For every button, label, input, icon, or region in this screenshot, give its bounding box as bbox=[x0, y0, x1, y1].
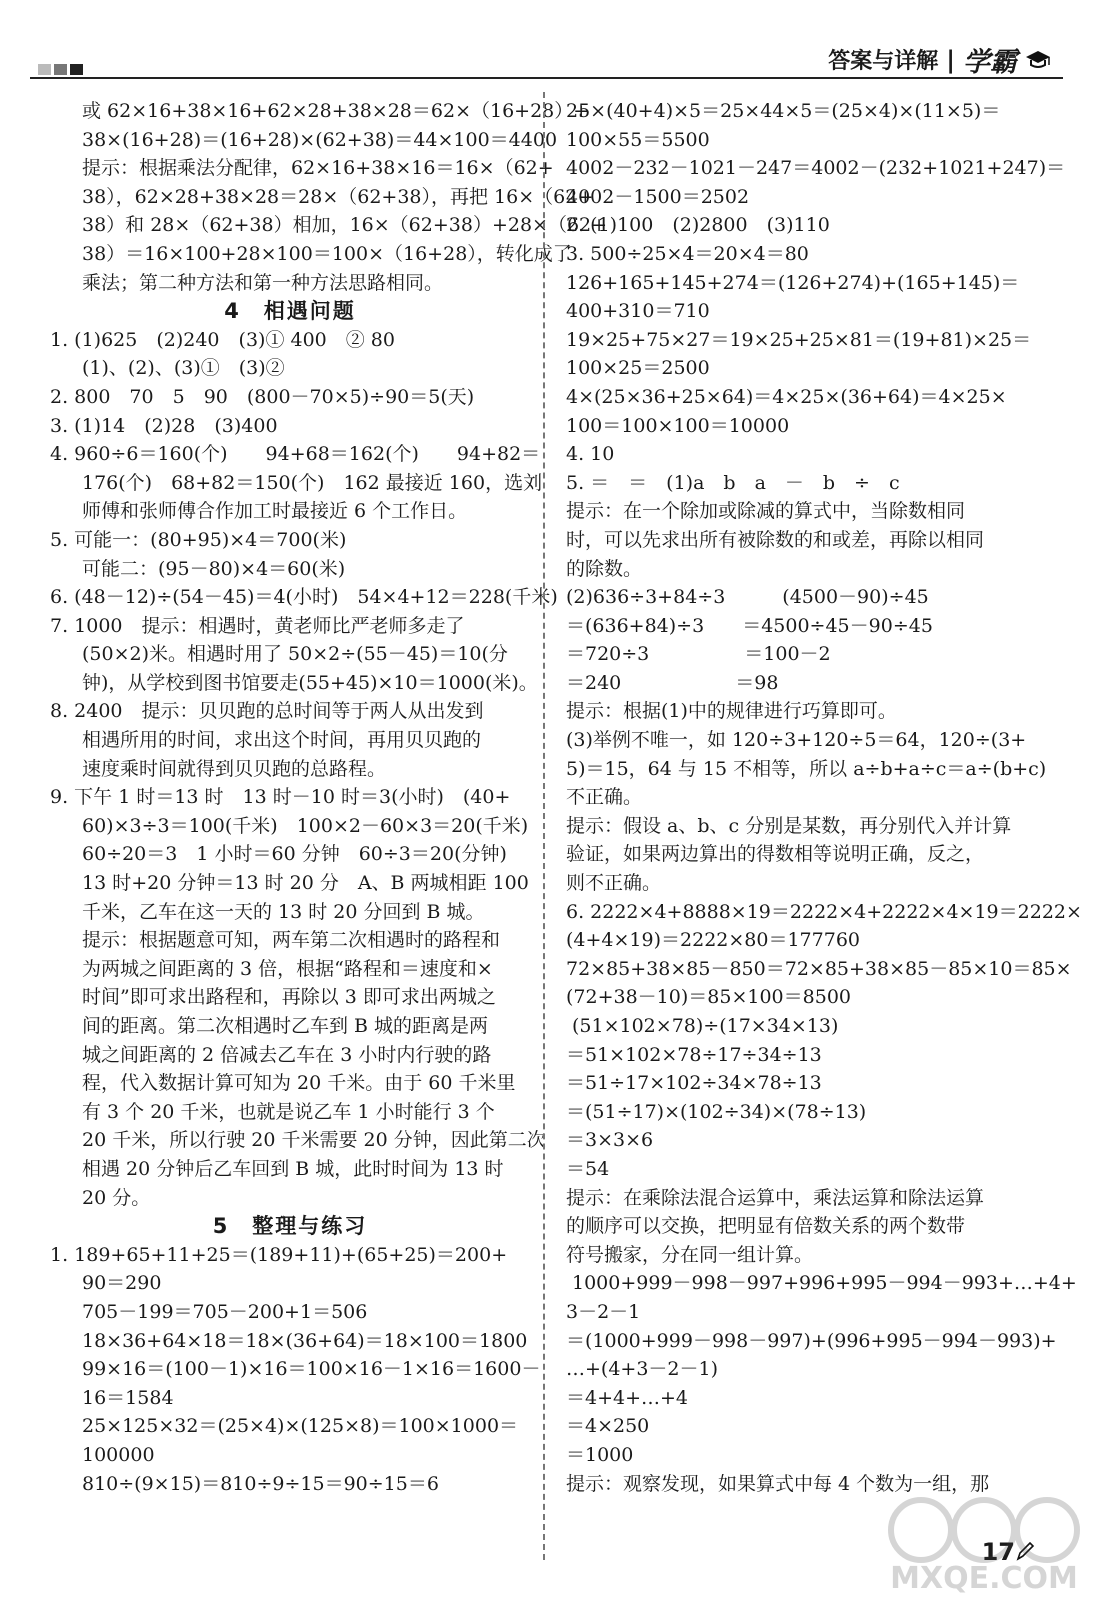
text-line: 7. 1000 提示：相遇时，黄老师比严老师多走了 bbox=[50, 614, 465, 637]
text-line: 60÷20＝3 1 小时＝60 分钟 60÷3＝20(分钟) bbox=[82, 843, 507, 866]
header-separator: | bbox=[946, 45, 955, 74]
text-line: 程，代入数据计算可知为 20 千米。由于 60 千米里 bbox=[82, 1072, 516, 1095]
text-line: 为两城之间距离的 3 倍，根据“路程和＝速度和× bbox=[82, 957, 493, 980]
section-title: 5 整理与练习 bbox=[212, 1214, 368, 1239]
text-line: (72+38－10)＝85×100＝8500 bbox=[566, 986, 851, 1009]
text-line: 100＝100×100＝10000 bbox=[566, 414, 790, 437]
header-decoration bbox=[38, 64, 83, 75]
text-line: 38）＝16×100+28×100＝100×（16+28），转化成了 bbox=[82, 242, 572, 265]
text-line: 符号搬家，分在同一组计算。 bbox=[566, 1243, 814, 1266]
text-line: 提示：在乘除法混合运算中，乘法运算和除法运算 bbox=[566, 1186, 985, 1209]
text-line: 2. 800 70 5 90 (800－70×5)÷90＝5(天) bbox=[50, 385, 475, 408]
text-line: 18×36+64×18＝18×(36+64)＝18×100＝1800 bbox=[82, 1329, 528, 1352]
text-line: 千米，乙车在这一天的 13 时 20 分回到 B 城。 bbox=[82, 900, 485, 923]
text-line: 4. 960÷6＝160(个) 94+68＝162(个) 94+82＝ bbox=[50, 443, 541, 466]
text-line: 99×16＝(100－1)×16＝100×16－1×16＝1600－ bbox=[82, 1358, 541, 1381]
text-line: 4×(25×36+25×64)＝4×25×(36+64)＝4×25× bbox=[566, 385, 1007, 408]
text-line: 3－2－1 bbox=[566, 1300, 641, 1323]
text-line: 城之间距离的 2 倍减去乙车在 3 小时内行驶的路 bbox=[82, 1043, 492, 1066]
text-line: 400+310＝710 bbox=[566, 300, 710, 323]
text-line: 则不正确。 bbox=[566, 872, 662, 895]
text-line: 25×125×32＝(25×4)×(125×8)＝100×1000＝ bbox=[82, 1415, 519, 1438]
text-line: 提示：观察发现，如果算式中每 4 个数为一组，那 bbox=[566, 1472, 990, 1495]
text-line: 90＝290 bbox=[82, 1272, 162, 1295]
text-line: 126+165+145+274＝(126+274)+(165+145)＝ bbox=[566, 271, 1020, 294]
text-line: ＝4×250 bbox=[566, 1415, 650, 1438]
text-line: (1)、(2)、(3)① (3)② bbox=[82, 357, 285, 380]
text-line: 176(个) 68+82＝150(个) 162 最接近 160，选刘 bbox=[82, 471, 543, 494]
text-line: ＝(636+84)÷3 ＝4500÷45－90÷45 bbox=[566, 614, 933, 637]
text-line: 9. 下午 1 时＝13 时 13 时－10 时＝3(小时) (40+ bbox=[50, 786, 511, 809]
text-line: (50×2)米。相遇时用了 50×2÷(55－45)＝10(分 bbox=[82, 643, 508, 666]
text-line: ＝54 bbox=[566, 1157, 610, 1180]
text-line: ＝240 ＝98 bbox=[566, 671, 779, 694]
text-line: 间的距离。第二次相遇时乙车到 B 城的距离是两 bbox=[82, 1015, 489, 1037]
brand-logo: 学霸 bbox=[963, 47, 1017, 78]
text-line: (2)636÷3+84÷3 (4500－90)÷45 bbox=[566, 586, 929, 609]
text-line: 1. 189+65+11+25＝(189+11)+(65+25)＝200+ bbox=[50, 1243, 508, 1266]
text-line: 4. 10 bbox=[566, 443, 615, 466]
right-column bbox=[566, 97, 1082, 1498]
text-line: 100×55＝5500 bbox=[566, 128, 710, 151]
text-line: 3. (1)14 (2)28 (3)400 bbox=[50, 414, 278, 437]
text-line: ＝1000 bbox=[566, 1443, 634, 1466]
header-title-group bbox=[828, 40, 1051, 79]
text-line: 19×25+75×27＝19×25+25×81＝(19+81)×25＝ bbox=[566, 328, 1032, 351]
text-line: 验证，如果两边算出的得数相等说明正确，反之， bbox=[566, 843, 985, 866]
text-line: 师傅和张师傅合作加工时最接近 6 个工作日。 bbox=[82, 500, 468, 523]
text-line: 25×(40+4)×5＝25×44×5＝(25×4)×(11×5)＝ bbox=[566, 100, 1001, 122]
text-line: (4+4×19)＝2222×80＝177760 bbox=[566, 929, 860, 952]
text-line: 6. 2222×4+8888×19＝2222×4+2222×4×19＝2222× bbox=[566, 900, 1082, 923]
section-title: 4 相遇问题 bbox=[224, 299, 356, 324]
text-line: 16＝1584 bbox=[82, 1386, 174, 1409]
svg-text:MXQE.COM: MXQE.COM bbox=[890, 1561, 1078, 1596]
text-line: 6. (48－12)÷(54－45)＝4(小时) 54×4+12＝228(千米) bbox=[50, 586, 558, 609]
text-line: 72×85+38×85－850＝72×85+38×85－85×10＝85× bbox=[566, 957, 1072, 980]
text-line: 13 时+20 分钟＝13 时 20 分 A、B 两城相距 100 bbox=[82, 872, 529, 895]
text-line: 的除数。 bbox=[566, 557, 643, 580]
text-line: 705－199＝705－200+1＝506 bbox=[82, 1300, 368, 1323]
text-line: 38×(16+28)＝(16+28)×(62+38)＝44×100＝4400 bbox=[82, 128, 558, 151]
watermark-logo bbox=[879, 1488, 1089, 1600]
header-label: 答案与详解 bbox=[828, 49, 939, 74]
text-line: 100000 bbox=[82, 1443, 155, 1466]
text-line: 提示：根据题意可知，两车第二次相遇时的路程和 bbox=[82, 929, 501, 952]
column-divider bbox=[543, 92, 545, 1560]
text-line: 5. 可能一：(80+95)×4＝700(米) bbox=[50, 528, 347, 551]
text-line: 相遇所用的时间，求出这个时间，再用贝贝跑的 bbox=[82, 729, 482, 752]
text-line: 相遇 20 分钟后乙车回到 B 城，此时时间为 13 时 bbox=[82, 1157, 504, 1180]
text-line: 时间”即可求出路程和，再除以 3 即可求出两城之 bbox=[82, 986, 496, 1009]
text-line: 时，可以先求出所有被除数的和或差，再除以相同 bbox=[566, 528, 985, 551]
text-line: 4002－1500＝2502 bbox=[566, 185, 750, 208]
text-line: (51×102×78)÷(17×34×13) bbox=[572, 1015, 839, 1037]
text-line: 1000+999－998－997+996+995－994－993+…+4+ bbox=[572, 1272, 1077, 1295]
text-line: ＝720÷3 ＝100－2 bbox=[566, 643, 831, 666]
text-line: 不正确。 bbox=[566, 786, 643, 809]
text-line: 5. ＝ ＝ (1)a b a － b ÷ c bbox=[566, 471, 900, 494]
header-rule bbox=[30, 77, 1063, 79]
text-line: (3)举例不唯一，如 120÷3+120÷5＝64，120÷(3+ bbox=[566, 729, 1027, 752]
text-line: …+(4+3－2－1) bbox=[566, 1358, 719, 1381]
text-line: 或 62×16+38×16+62×28+38×28＝62×（16+28）+ bbox=[82, 100, 590, 122]
text-line: 可能二：(95－80)×4＝60(米) bbox=[82, 557, 346, 580]
text-line: ＝4+4+…+4 bbox=[566, 1386, 689, 1409]
text-line: 有 3 个 20 千米，也就是说乙车 1 小时能行 3 个 bbox=[82, 1100, 495, 1123]
text-line: 3. 500÷25×4＝20×4＝80 bbox=[566, 242, 809, 265]
text-line: 20 千米，所以行驶 20 千米需要 20 分钟，因此第二次 bbox=[82, 1129, 546, 1152]
text-line: 60)×3÷3＝100(千米) 100×2－60×3＝20(千米) bbox=[82, 814, 529, 837]
text-line: 提示：根据乘法分配律，62×16+38×16＝16×（62+ bbox=[82, 157, 554, 180]
text-line: ＝(1000+999－998－997)+(996+995－994－993)+ bbox=[566, 1329, 1057, 1352]
text-line: 810÷(9×15)＝810÷9÷15＝90÷15＝6 bbox=[82, 1472, 439, 1495]
text-line: 8. 2400 提示：贝贝跑的总时间等于两人从出发到 bbox=[50, 700, 484, 723]
text-line: 20 分。 bbox=[82, 1186, 151, 1209]
graduation-cap-icon bbox=[1025, 49, 1051, 71]
text-line: 1. (1)625 (2)240 (3)① 400 ② 80 bbox=[50, 328, 395, 351]
text-line: 提示：根据(1)中的规律进行巧算即可。 bbox=[566, 700, 897, 723]
text-line: 钟)，从学校到图书馆要走(55+45)×10＝1000(米)。 bbox=[82, 671, 538, 694]
text-line: ＝51÷17×102÷34×78÷13 bbox=[566, 1072, 822, 1095]
text-line: 提示：假设 a、b、c 分别是某数，再分别代入并计算 bbox=[566, 814, 1012, 837]
text-line: 100×25＝2500 bbox=[566, 357, 710, 380]
text-line: ＝3×3×6 bbox=[566, 1129, 654, 1152]
page-header bbox=[30, 34, 1063, 80]
text-line: 4002－232－1021－247＝4002－(232+1021+247)＝ bbox=[566, 157, 1066, 180]
text-line: 速度乘时间就得到贝贝跑的总路程。 bbox=[82, 757, 387, 780]
text-line: ＝(51÷17)×(102÷34)×(78÷13) bbox=[566, 1100, 867, 1123]
text-line: ＝51×102×78÷17÷34÷13 bbox=[566, 1043, 822, 1066]
page-number: 17 bbox=[981, 1538, 1015, 1566]
text-line: 38），62×28+38×28＝28×（62+38），再把 16×（62+ bbox=[82, 185, 594, 208]
text-line: 5)＝15，64 与 15 不相等，所以 a÷b+a÷c＝a÷(b+c) bbox=[566, 757, 1047, 780]
text-line: 38）和 28×（62+38）相加，16×（62+38）+28×（62+ bbox=[82, 214, 608, 237]
text-line: 提示：在一个除加或除减的算式中，当除数相同 bbox=[566, 500, 966, 523]
text-line: 乘法；第二种方法和第一种方法思路相同。 bbox=[82, 271, 444, 294]
text-line: 2. (1)100 (2)2800 (3)110 bbox=[566, 214, 830, 237]
text-line: 的顺序可以交换，把明显有倍数关系的两个数带 bbox=[566, 1215, 966, 1238]
